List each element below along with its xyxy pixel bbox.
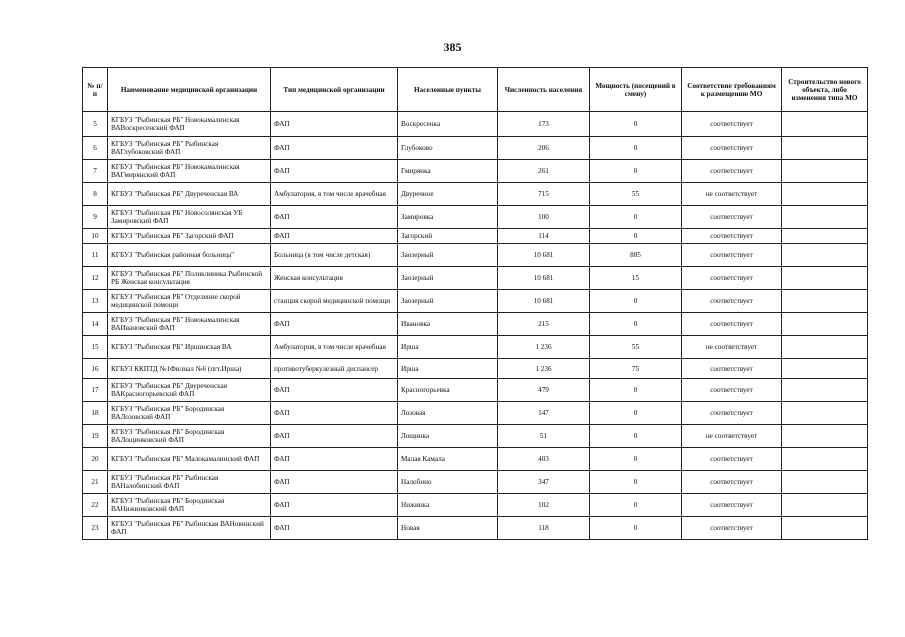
cell-construction xyxy=(782,359,868,379)
cell-capacity: 0 xyxy=(590,517,682,540)
cell-construction xyxy=(782,244,868,267)
cell-population: 403 xyxy=(498,448,590,471)
cell-organization-name: КГБУЗ "Рыбинская РБ" Новокамалинская ВАГмирянский ФАП xyxy=(108,160,271,183)
cell-population: 10 681 xyxy=(498,290,590,313)
cell-settlement: Лозовая xyxy=(398,402,498,425)
cell-construction xyxy=(782,313,868,336)
cell-organization-type: станция скорой медицинской помощи xyxy=(271,290,398,313)
cell-population: 173 xyxy=(498,112,590,137)
cell-capacity: 0 xyxy=(590,402,682,425)
table-row xyxy=(83,402,868,425)
cell-settlement: Нижинка xyxy=(398,494,498,517)
cell-number: 11 xyxy=(83,244,108,267)
cell-organization-name: КГБУЗ "Рыбинская РБ" Отделение скорой медицинской помощи xyxy=(108,290,271,313)
cell-compliance: не соответствует xyxy=(682,336,782,359)
cell-organization-type: ФАП xyxy=(271,471,398,494)
cell-organization-type: ФАП xyxy=(271,206,398,229)
cell-construction xyxy=(782,494,868,517)
cell-organization-name: КГБУЗ ККПТД №1Филиал №6 (пгт.Ирша) xyxy=(108,359,271,379)
cell-settlement: Ивановка xyxy=(398,313,498,336)
cell-capacity: 15 xyxy=(590,267,682,290)
cell-construction xyxy=(782,112,868,137)
cell-number: 21 xyxy=(83,471,108,494)
cell-population: 1 236 xyxy=(498,359,590,379)
cell-construction xyxy=(782,183,868,206)
cell-organization-type: ФАП xyxy=(271,448,398,471)
table-header-row xyxy=(83,68,868,112)
cell-number: 23 xyxy=(83,517,108,540)
cell-organization-name: КГБУЗ "Рыбинская РБ" Новосолянская УБ Замировский ФАП xyxy=(108,206,271,229)
cell-organization-name: КГБУЗ "Рыбинская РБ" Бородинская ВАЛощинковский ФАП xyxy=(108,425,271,448)
cell-compliance: соответствует xyxy=(682,448,782,471)
cell-capacity: 885 xyxy=(590,244,682,267)
header-compliance: Соответствие требованиям к размещению МО xyxy=(682,68,782,112)
cell-population: 1 236 xyxy=(498,336,590,359)
header-organization-name: Наименование медицинской организации xyxy=(108,68,271,112)
cell-construction xyxy=(782,229,868,244)
cell-compliance: соответствует xyxy=(682,494,782,517)
cell-compliance: соответствует xyxy=(682,313,782,336)
cell-construction xyxy=(782,267,868,290)
cell-number: 9 xyxy=(83,206,108,229)
cell-organization-name: КГБУЗ "Рыбинская РБ" Бородинская ВАЛозовский ФАП xyxy=(108,402,271,425)
cell-population: 347 xyxy=(498,471,590,494)
cell-compliance: соответствует xyxy=(682,229,782,244)
cell-settlement: Загорский xyxy=(398,229,498,244)
cell-settlement: Двуречное xyxy=(398,183,498,206)
cell-population: 715 xyxy=(498,183,590,206)
cell-capacity: 75 xyxy=(590,359,682,379)
cell-compliance: соответствует xyxy=(682,290,782,313)
table-row xyxy=(83,112,868,137)
cell-capacity: 0 xyxy=(590,229,682,244)
cell-number: 6 xyxy=(83,137,108,160)
cell-organization-type: ФАП xyxy=(271,379,398,402)
cell-capacity: 0 xyxy=(590,425,682,448)
cell-organization-name: КГБУЗ "Рыбинская РБ" Бородинская ВАНижинковский ФАП xyxy=(108,494,271,517)
cell-compliance: соответствует xyxy=(682,402,782,425)
cell-settlement: Ирша xyxy=(398,336,498,359)
cell-organization-type: ФАП xyxy=(271,229,398,244)
cell-compliance: соответствует xyxy=(682,160,782,183)
cell-population: 51 xyxy=(498,425,590,448)
page-number: 385 xyxy=(443,40,462,54)
cell-capacity: 0 xyxy=(590,494,682,517)
cell-number: 14 xyxy=(83,313,108,336)
header-organization-type: Тип медицинской организации xyxy=(271,68,398,112)
cell-settlement: Заозерный xyxy=(398,267,498,290)
cell-population: 102 xyxy=(498,494,590,517)
cell-organization-type: ФАП xyxy=(271,313,398,336)
cell-compliance: соответствует xyxy=(682,112,782,137)
cell-organization-name: КГБУЗ "Рыбинская РБ" Рыбинская ВАНовинский ФАП xyxy=(108,517,271,540)
cell-compliance: соответствует xyxy=(682,359,782,379)
cell-construction xyxy=(782,471,868,494)
cell-compliance: не соответствует xyxy=(682,183,782,206)
cell-organization-type: противотуберкулезный диспансер xyxy=(271,359,398,379)
cell-population: 147 xyxy=(498,402,590,425)
cell-construction xyxy=(782,425,868,448)
cell-number: 13 xyxy=(83,290,108,313)
cell-number: 15 xyxy=(83,336,108,359)
table-row xyxy=(83,359,868,379)
cell-settlement: Новая xyxy=(398,517,498,540)
table-row xyxy=(83,244,868,267)
cell-number: 10 xyxy=(83,229,108,244)
cell-capacity: 0 xyxy=(590,379,682,402)
header-number: № п/п xyxy=(83,68,108,112)
cell-population: 261 xyxy=(498,160,590,183)
cell-construction xyxy=(782,402,868,425)
cell-settlement: Воскресенка xyxy=(398,112,498,137)
cell-number: 16 xyxy=(83,359,108,379)
cell-population: 100 xyxy=(498,206,590,229)
cell-number: 12 xyxy=(83,267,108,290)
cell-organization-name: КГБУЗ "Рыбинская РБ" Загорский ФАП xyxy=(108,229,271,244)
table-row xyxy=(83,517,868,540)
header-construction: Строительство нового объекта, либо изменения типа МО xyxy=(782,68,868,112)
cell-organization-type: ФАП xyxy=(271,112,398,137)
cell-population: 118 xyxy=(498,517,590,540)
cell-population: 206 xyxy=(498,137,590,160)
cell-capacity: 55 xyxy=(590,183,682,206)
cell-construction xyxy=(782,160,868,183)
cell-compliance: соответствует xyxy=(682,379,782,402)
cell-construction xyxy=(782,448,868,471)
cell-capacity: 0 xyxy=(590,448,682,471)
cell-compliance: не соответствует xyxy=(682,425,782,448)
table-row xyxy=(83,471,868,494)
cell-organization-type: Амбулатория, в том числе врачебная xyxy=(271,336,398,359)
table-row xyxy=(83,494,868,517)
cell-number: 18 xyxy=(83,402,108,425)
cell-organization-name: КГБУЗ "Рыбинская РБ" Новокамалинская ВАВоскресенский ФАП xyxy=(108,112,271,137)
cell-number: 20 xyxy=(83,448,108,471)
header-settlements: Населенные пункты xyxy=(398,68,498,112)
cell-organization-name: КГБУЗ "Рыбинская РБ" Малокамалинский ФАП xyxy=(108,448,271,471)
cell-compliance: соответствует xyxy=(682,267,782,290)
cell-organization-name: КГБУЗ "Рыбинская РБ" Рыбинская ВАНалобинский ФАП xyxy=(108,471,271,494)
cell-capacity: 0 xyxy=(590,160,682,183)
table-row xyxy=(83,267,868,290)
cell-number: 8 xyxy=(83,183,108,206)
cell-capacity: 55 xyxy=(590,336,682,359)
cell-settlement: Лощинка xyxy=(398,425,498,448)
cell-organization-name: КГБУЗ "Рыбинская РБ" Рыбинская ВАГлубоковский ФАП xyxy=(108,137,271,160)
cell-compliance: соответствует xyxy=(682,137,782,160)
medical-organizations-table xyxy=(82,67,868,540)
cell-organization-type: ФАП xyxy=(271,425,398,448)
cell-capacity: 0 xyxy=(590,471,682,494)
table-row xyxy=(83,425,868,448)
cell-organization-name: КГБУЗ "Рыбинская РБ" Новокамалинская ВАИвановский ФАП xyxy=(108,313,271,336)
header-population: Численность населения xyxy=(498,68,590,112)
cell-construction xyxy=(782,336,868,359)
cell-organization-name: КГБУЗ "Рыбинская РБ" Поликлиника Рыбинской РБ Женская консультация xyxy=(108,267,271,290)
table-row xyxy=(83,379,868,402)
cell-number: 5 xyxy=(83,112,108,137)
table-row xyxy=(83,137,868,160)
cell-construction xyxy=(782,379,868,402)
cell-settlement: Заозерный xyxy=(398,290,498,313)
cell-construction xyxy=(782,517,868,540)
cell-settlement: Налобино xyxy=(398,471,498,494)
cell-organization-type: ФАП xyxy=(271,494,398,517)
cell-settlement: Малая Камала xyxy=(398,448,498,471)
table-row xyxy=(83,206,868,229)
cell-settlement: Заозерный xyxy=(398,244,498,267)
cell-organization-type: Женская консультация xyxy=(271,267,398,290)
cell-number: 17 xyxy=(83,379,108,402)
cell-organization-name: КГБУЗ "Рыбинская РБ" Двуреченская ВА xyxy=(108,183,271,206)
cell-settlement: Красногорьевка xyxy=(398,379,498,402)
cell-compliance: соответствует xyxy=(682,471,782,494)
table-row xyxy=(83,183,868,206)
cell-population: 10 681 xyxy=(498,244,590,267)
cell-organization-type: ФАП xyxy=(271,402,398,425)
table-row xyxy=(83,290,868,313)
cell-compliance: соответствует xyxy=(682,244,782,267)
table-row xyxy=(83,160,868,183)
header-capacity: Мощность (посещений в смену) xyxy=(590,68,682,112)
cell-organization-name: КГБУЗ "Рыбинская РБ" Двуреченская ВАКрасногорьевский ФАП xyxy=(108,379,271,402)
cell-capacity: 0 xyxy=(590,290,682,313)
cell-compliance: соответствует xyxy=(682,517,782,540)
cell-population: 479 xyxy=(498,379,590,402)
cell-settlement: Замировка xyxy=(398,206,498,229)
cell-settlement: Гмирянка xyxy=(398,160,498,183)
cell-settlement: Ирша xyxy=(398,359,498,379)
cell-capacity: 0 xyxy=(590,206,682,229)
cell-organization-name: КГБУЗ "Рыбинская РБ" Иршинская ВА xyxy=(108,336,271,359)
cell-organization-type: ФАП xyxy=(271,160,398,183)
cell-number: 19 xyxy=(83,425,108,448)
cell-population: 215 xyxy=(498,313,590,336)
cell-capacity: 0 xyxy=(590,313,682,336)
table-row xyxy=(83,336,868,359)
table-row xyxy=(83,448,868,471)
cell-capacity: 0 xyxy=(590,137,682,160)
cell-population: 114 xyxy=(498,229,590,244)
cell-organization-type: ФАП xyxy=(271,517,398,540)
cell-population: 10 681 xyxy=(498,267,590,290)
cell-organization-type: Больница (в том числе детская) xyxy=(271,244,398,267)
cell-construction xyxy=(782,137,868,160)
cell-compliance: соответствует xyxy=(682,206,782,229)
table-row xyxy=(83,229,868,244)
cell-number: 22 xyxy=(83,494,108,517)
cell-number: 7 xyxy=(83,160,108,183)
cell-organization-type: ФАП xyxy=(271,137,398,160)
cell-organization-type: Амбулатория, в том числе врачебная xyxy=(271,183,398,206)
cell-construction xyxy=(782,206,868,229)
cell-settlement: Глубоково xyxy=(398,137,498,160)
cell-organization-name: КГБУЗ "Рыбинская районная больница" xyxy=(108,244,271,267)
cell-capacity: 0 xyxy=(590,112,682,137)
table-row xyxy=(83,313,868,336)
cell-construction xyxy=(782,290,868,313)
